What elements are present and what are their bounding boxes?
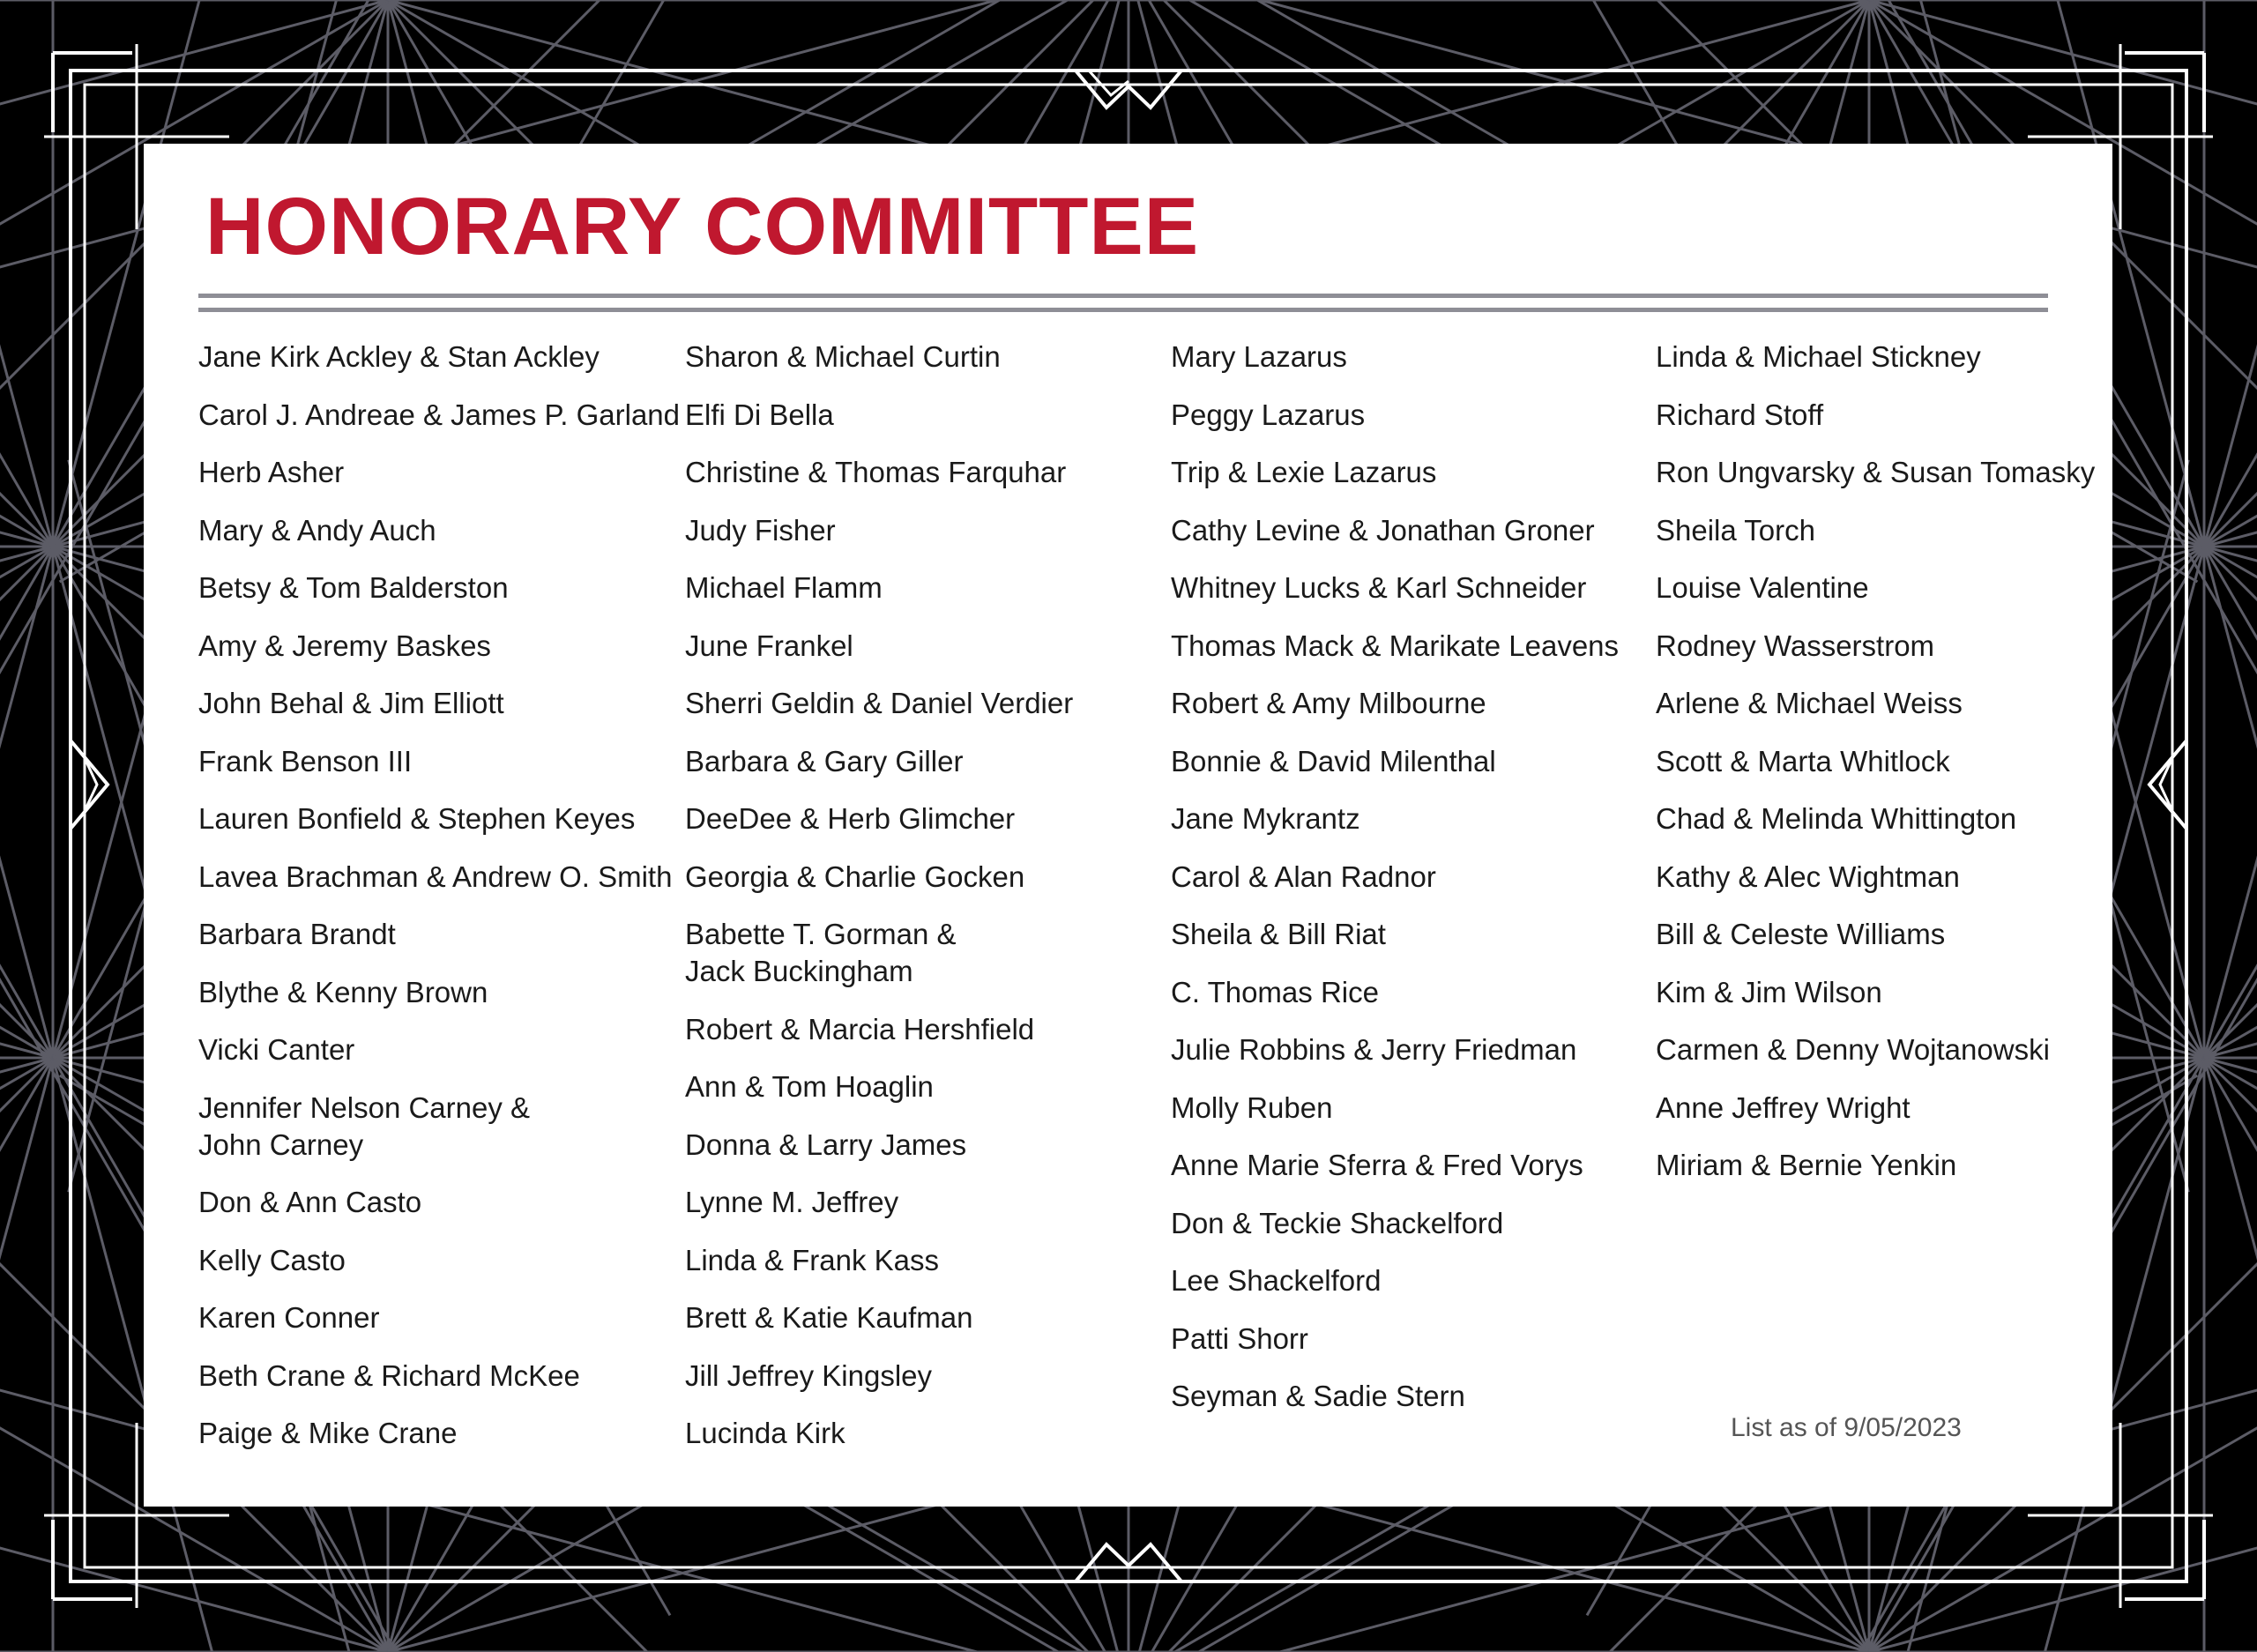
title-divider-top xyxy=(198,294,2048,298)
committee-member xyxy=(198,444,674,502)
committee-member-line: Elfi Di Bella xyxy=(685,398,834,431)
committee-member xyxy=(685,1348,1161,1406)
committee-member-line: Vicki Canter xyxy=(198,1033,355,1066)
committee-member-line: Beth Crane & Richard McKee xyxy=(198,1358,580,1392)
committee-member xyxy=(1656,849,2149,907)
page-title: HONORARY COMMITTEE xyxy=(205,182,1200,272)
names-column-3 xyxy=(1171,329,1647,1426)
committee-member xyxy=(1171,1368,1647,1426)
committee-member-line: Sheila & Bill Riat xyxy=(1171,918,1386,950)
committee-member-line: Patti Shorr xyxy=(1171,1321,1308,1355)
committee-member-line: Jane Mykrantz xyxy=(1171,802,1360,835)
committee-member-line: Kelly Casto xyxy=(198,1243,346,1276)
names-column-4 xyxy=(1656,329,2149,1195)
committee-member xyxy=(1656,733,2149,792)
committee-member-line: Don & Teckie Shackelford xyxy=(1171,1206,1504,1239)
committee-member-line: Jennifer Nelson Carney & xyxy=(198,1090,531,1124)
committee-member-line: Julie Robbins & Jerry Friedman xyxy=(1171,1033,1577,1066)
committee-member xyxy=(1171,849,1647,907)
committee-member-line: Amy & Jeremy Baskes xyxy=(198,629,491,662)
committee-member xyxy=(1656,1022,2149,1080)
committee-member-line: Betsy & Tom Balderston xyxy=(198,571,509,604)
committee-member-line: Robert & Marcia Hershfield xyxy=(685,1012,1035,1046)
committee-member xyxy=(1171,444,1647,502)
committee-member-line: Sharon & Michael Curtin xyxy=(685,340,1001,373)
committee-member xyxy=(198,1174,674,1232)
committee-member-line: Don & Ann Casto xyxy=(198,1186,422,1218)
committee-member-line: Linda & Michael Stickney xyxy=(1656,340,1981,373)
committee-member xyxy=(685,1174,1161,1232)
committee-member xyxy=(685,1405,1161,1463)
committee-member xyxy=(1171,618,1647,676)
committee-member-line: Carol & Alan Radnor xyxy=(1171,859,1436,893)
committee-member-line: C. Thomas Rice xyxy=(1171,975,1379,1008)
committee-member-line: Scott & Marta Whitlock xyxy=(1656,744,1950,778)
committee-member xyxy=(198,1290,674,1348)
committee-member xyxy=(685,791,1161,849)
committee-member-line: Linda & Frank Kass xyxy=(685,1243,939,1276)
committee-member xyxy=(1171,502,1647,561)
committee-member-line: Miriam & Bernie Yenkin xyxy=(1656,1149,1957,1181)
committee-member-line: Kim & Jim Wilson xyxy=(1656,975,1882,1008)
committee-member xyxy=(1656,329,2149,387)
committee-member-line: Lauren Bonfield & Stephen Keyes xyxy=(198,802,636,835)
committee-member-line: Ron Ungvarsky & Susan Tomasky xyxy=(1656,456,2096,488)
committee-member-line: Carmen & Denny Wojtanowski xyxy=(1656,1033,2050,1066)
committee-member-line: John Behal & Jim Elliott xyxy=(198,687,504,719)
committee-member-line: Mary Lazarus xyxy=(1171,340,1347,373)
committee-member-line: Lynne M. Jeffrey xyxy=(685,1186,899,1218)
committee-member-line: Arlene & Michael Weiss xyxy=(1656,687,1963,719)
committee-member xyxy=(1171,329,1647,387)
committee-member-line: Whitney Lucks & Karl Schneider xyxy=(1171,571,1587,604)
committee-member xyxy=(198,1080,674,1175)
committee-member-line: Georgia & Charlie Gocken xyxy=(685,859,1025,893)
committee-member xyxy=(1656,387,2149,445)
committee-member xyxy=(198,1405,674,1463)
committee-member xyxy=(685,329,1161,387)
committee-member-line: Rodney Wasserstrom xyxy=(1656,629,1935,662)
committee-member-line: Lavea Brachman & Andrew O. Smith xyxy=(198,859,673,893)
committee-member xyxy=(1656,1137,2149,1195)
committee-member-line: Jane Kirk Ackley & Stan Ackley xyxy=(198,340,600,373)
committee-member xyxy=(685,560,1161,618)
committee-member-line: Michael Flamm xyxy=(685,571,883,604)
committee-member xyxy=(198,329,674,387)
committee-member-line: Mary & Andy Auch xyxy=(198,513,436,547)
committee-member xyxy=(1171,1080,1647,1138)
committee-member-line: Christine & Thomas Farquhar xyxy=(685,456,1067,488)
committee-member-line: Barbara Brandt xyxy=(198,918,396,950)
committee-member xyxy=(1171,964,1647,1023)
committee-member xyxy=(198,1348,674,1406)
committee-member-line: Sheila Torch xyxy=(1656,513,1816,547)
committee-member-line: Babette T. Gorman & xyxy=(685,918,957,950)
committee-member-line: Robert & Amy Milbourne xyxy=(1171,687,1486,719)
committee-member xyxy=(685,1001,1161,1060)
committee-member xyxy=(685,849,1161,907)
committee-member-line: Jill Jeffrey Kingsley xyxy=(685,1358,933,1392)
committee-member xyxy=(1171,387,1647,445)
committee-member-line: Molly Ruben xyxy=(1171,1090,1333,1124)
committee-member xyxy=(198,791,674,849)
committee-member xyxy=(1656,618,2149,676)
committee-member xyxy=(1656,675,2149,733)
committee-member xyxy=(685,906,1161,1001)
committee-member xyxy=(1171,1311,1647,1369)
committee-member xyxy=(198,733,674,792)
committee-member-line: Lucinda Kirk xyxy=(685,1417,845,1449)
committee-member xyxy=(1656,1080,2149,1138)
committee-member-line: Peggy Lazarus xyxy=(1171,398,1366,431)
committee-member-line: DeeDee & Herb Glimcher xyxy=(685,802,1016,835)
committee-member-line: Bill & Celeste Williams xyxy=(1656,918,1946,950)
committee-member-line: Blythe & Kenny Brown xyxy=(198,975,488,1008)
committee-member-line: Sherri Geldin & Daniel Verdier xyxy=(685,687,1074,719)
committee-member xyxy=(685,387,1161,445)
committee-member xyxy=(685,1059,1161,1117)
committee-member xyxy=(1171,906,1647,964)
committee-member-line: Carol J. Andreae & James P. Garland xyxy=(198,398,681,431)
committee-member xyxy=(198,502,674,561)
committee-member xyxy=(1171,675,1647,733)
committee-member-line: Anne Jeffrey Wright xyxy=(1656,1090,1911,1124)
committee-member xyxy=(1656,444,2149,502)
committee-member xyxy=(1171,791,1647,849)
committee-member xyxy=(198,849,674,907)
committee-member xyxy=(685,733,1161,792)
committee-member-line: Jack Buckingham xyxy=(685,955,913,987)
committee-member-line: Cathy Levine & Jonathan Groner xyxy=(1171,513,1595,547)
committee-member-line: Brett & Katie Kaufman xyxy=(685,1301,973,1334)
committee-member-line: Trip & Lexie Lazarus xyxy=(1171,456,1437,488)
committee-member xyxy=(1656,502,2149,561)
committee-member-line: Anne Marie Sferra & Fred Vorys xyxy=(1171,1149,1583,1181)
committee-member xyxy=(198,964,674,1023)
committee-member-line: Chad & Melinda Whittington xyxy=(1656,802,2017,835)
committee-member xyxy=(685,502,1161,561)
committee-member-line: Herb Asher xyxy=(198,456,345,488)
title-divider-bottom xyxy=(198,308,2048,312)
committee-member xyxy=(1171,1253,1647,1311)
committee-member xyxy=(198,906,674,964)
committee-member xyxy=(1171,1022,1647,1080)
committee-member xyxy=(1656,791,2149,849)
committee-member-line: June Frankel xyxy=(685,629,853,662)
committee-member-line: Donna & Larry James xyxy=(685,1127,967,1161)
committee-card xyxy=(144,144,2112,1507)
committee-member xyxy=(198,675,674,733)
committee-member xyxy=(1171,560,1647,618)
committee-member-line: Kathy & Alec Wightman xyxy=(1656,859,1960,893)
committee-member xyxy=(685,618,1161,676)
committee-member xyxy=(198,1022,674,1080)
committee-member xyxy=(685,444,1161,502)
committee-member xyxy=(685,1290,1161,1348)
committee-member xyxy=(1656,964,2149,1023)
committee-member xyxy=(1656,906,2149,964)
committee-member-line: Judy Fisher xyxy=(685,513,836,547)
committee-member-line: Ann & Tom Hoaglin xyxy=(685,1070,934,1103)
committee-member xyxy=(1171,733,1647,792)
committee-member-line: Frank Benson III xyxy=(198,744,413,778)
committee-member xyxy=(1171,1137,1647,1195)
committee-member-line: Paige & Mike Crane xyxy=(198,1417,458,1449)
committee-member xyxy=(1656,560,2149,618)
committee-member-line: Bonnie & David Milenthal xyxy=(1171,744,1496,778)
list-date: List as of 9/05/2023 xyxy=(1731,1413,1962,1442)
names-column-1 xyxy=(198,329,681,1463)
committee-member xyxy=(198,1232,674,1291)
names-column-2 xyxy=(685,329,1161,1463)
committee-member-line: Thomas Mack & Marikate Leavens xyxy=(1171,629,1620,662)
committee-member-line: Louise Valentine xyxy=(1656,571,1869,604)
committee-member-line: Karen Conner xyxy=(198,1301,380,1334)
committee-member xyxy=(1171,1195,1647,1254)
committee-member-line: Barbara & Gary Giller xyxy=(685,744,964,778)
committee-member-line: Seyman & Sadie Stern xyxy=(1171,1380,1465,1412)
committee-member xyxy=(198,560,674,618)
committee-member-line: John Carney xyxy=(198,1127,364,1161)
committee-member xyxy=(198,618,674,676)
committee-member xyxy=(685,675,1161,733)
committee-member xyxy=(685,1117,1161,1175)
committee-member xyxy=(685,1232,1161,1291)
committee-member-line: Lee Shackelford xyxy=(1171,1264,1382,1297)
committee-member-line: Richard Stoff xyxy=(1656,398,1824,431)
committee-member xyxy=(198,387,681,445)
